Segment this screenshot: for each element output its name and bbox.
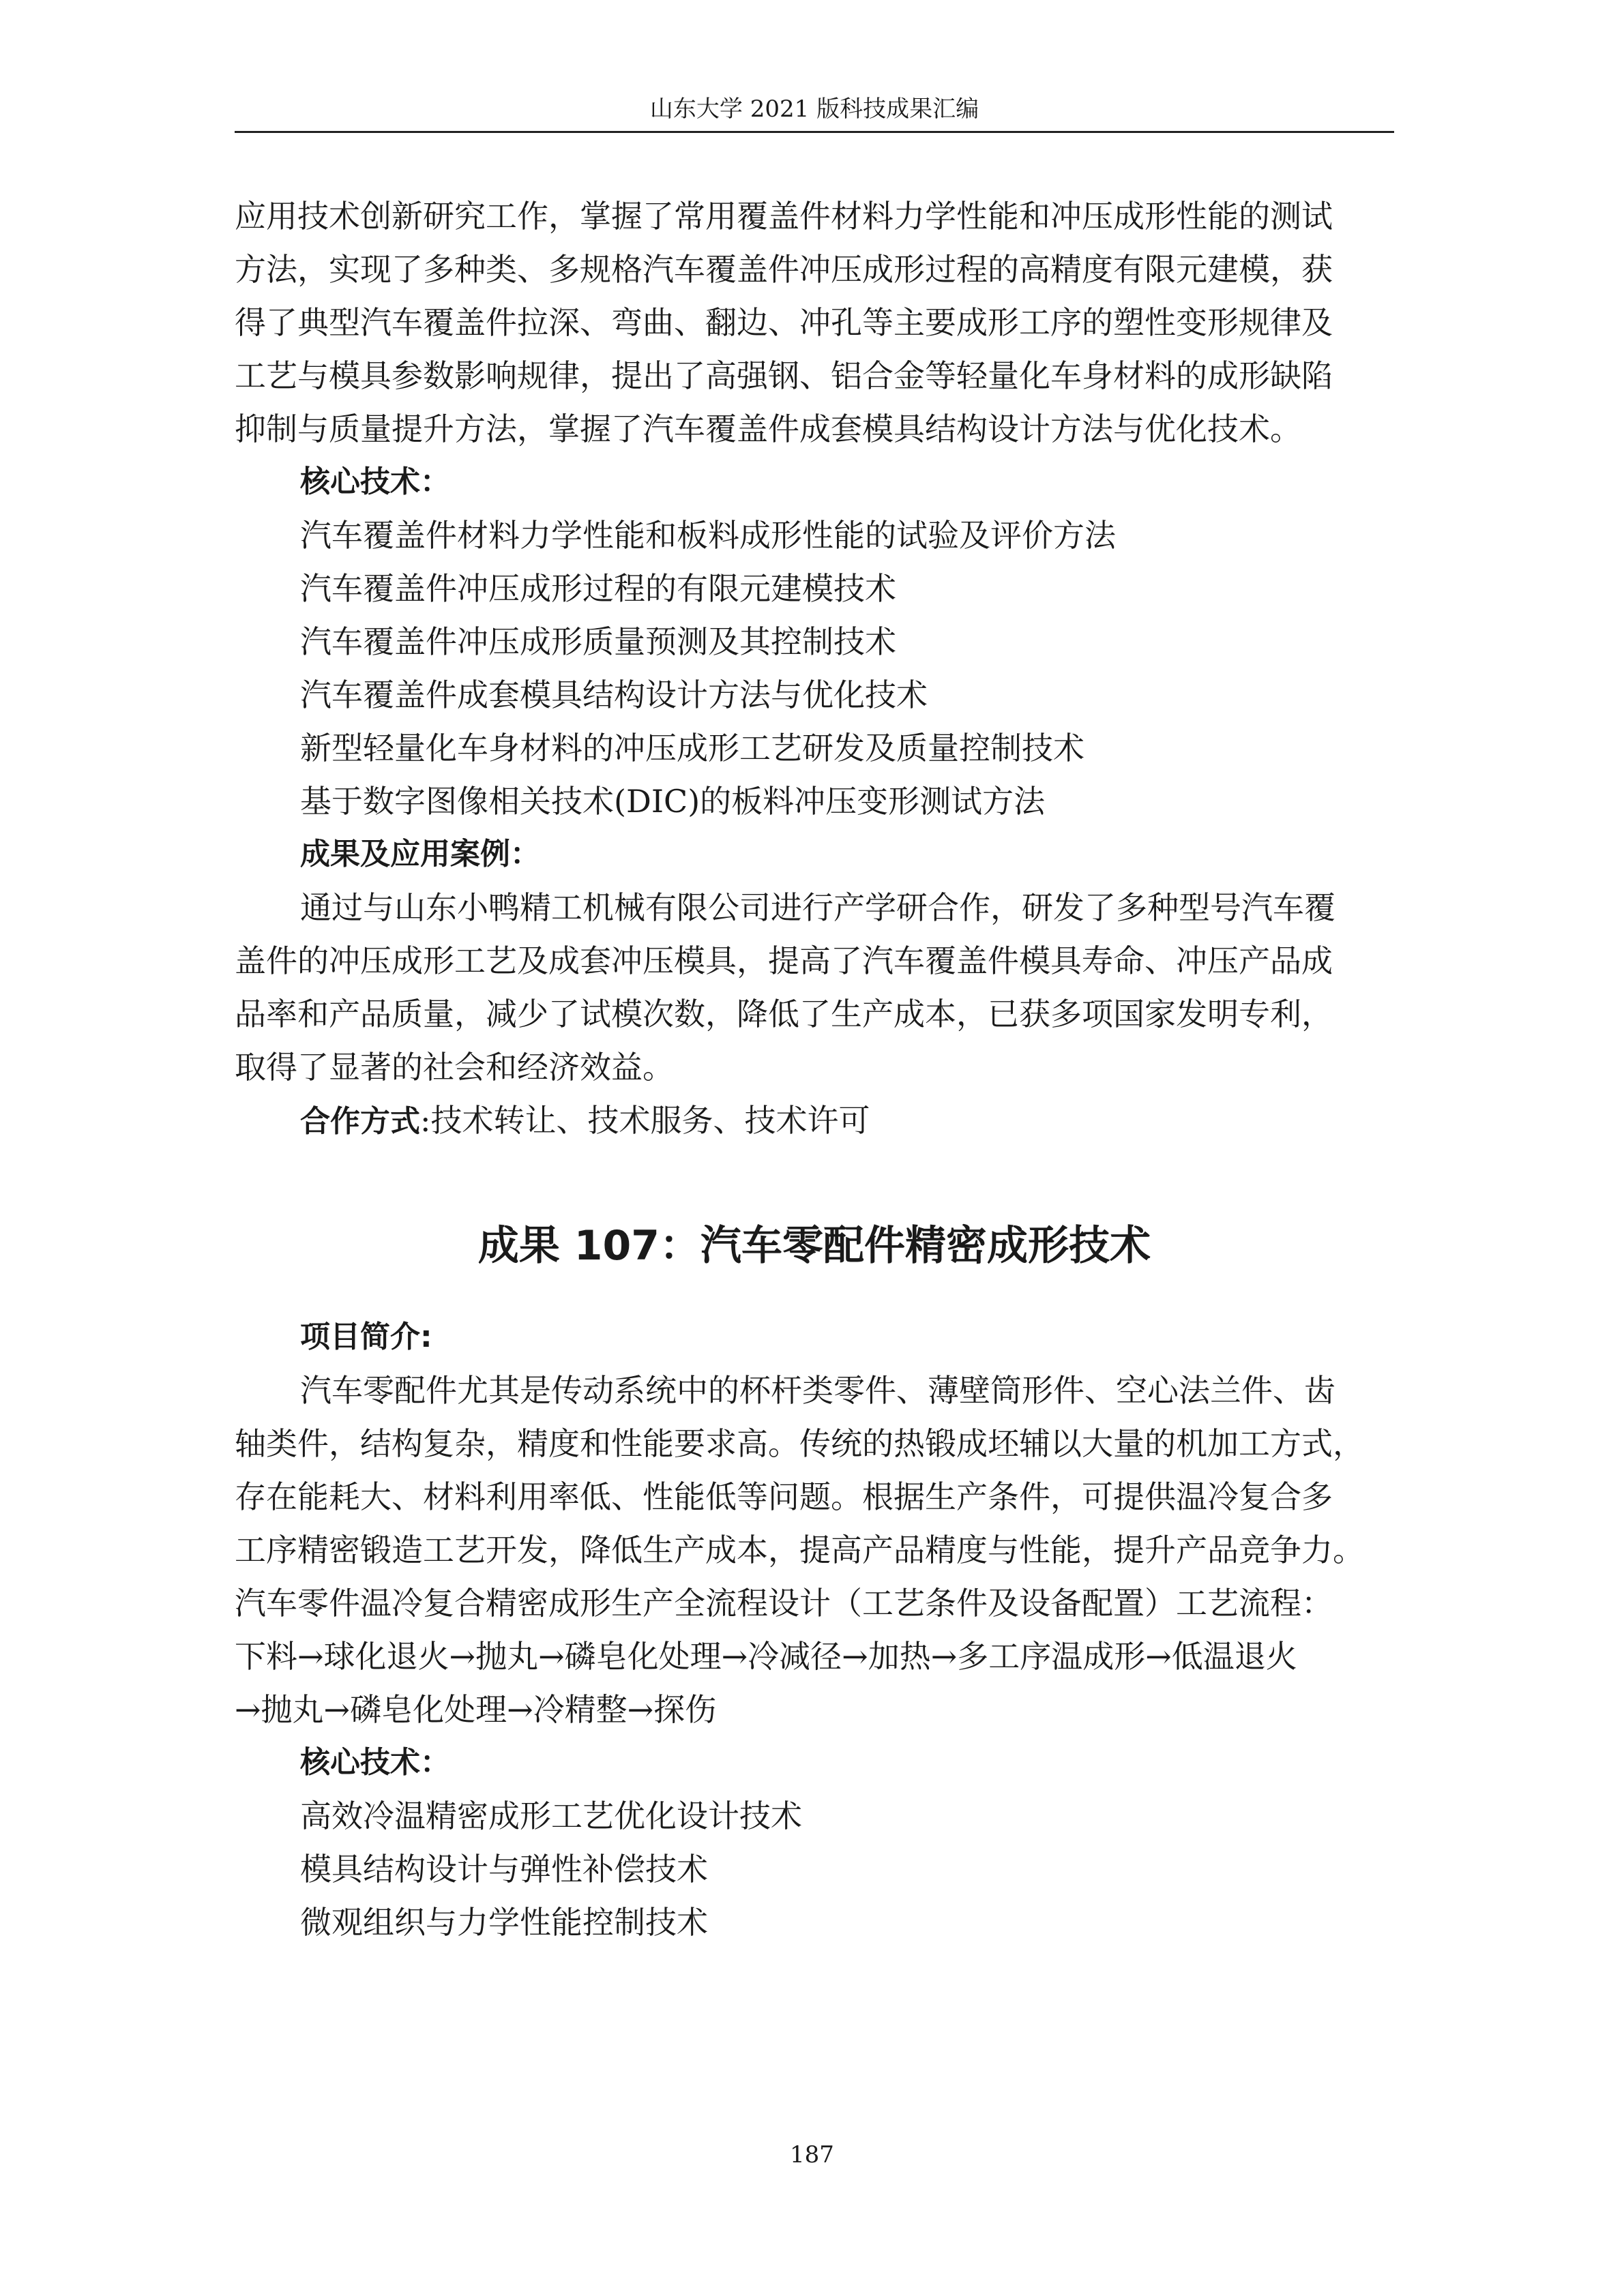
intro-line: 工序精密锻造工艺开发，降低生产成本，提高产品精度与性能，提升产品竞争力。: [235, 1532, 1364, 1568]
intro-line: 工艺与模具参数影响规律，提出了高强钢、铝合金等轻量化车身材料的成形缺陷: [235, 357, 1333, 394]
core-tech-item: 汽车覆盖件成套模具结构设计方法与优化技术: [300, 676, 928, 713]
intro-line: 抑制与质量提升方法，掌握了汽车覆盖件成套模具结构设计方法与优化技术。: [235, 411, 1301, 447]
prev-section-intro: [235, 190, 1394, 456]
core-tech-item: 汽车覆盖件冲压成形过程的有限元建模技术: [300, 570, 896, 607]
intro-line: 得了典型汽车覆盖件拉深、弯曲、翻边、冲孔等主要成形工序的塑性变形规律及: [235, 304, 1333, 341]
core-tech-item: 汽车覆盖件材料力学性能和板料成形性能的试验及评价方法: [300, 517, 1116, 554]
process-flow-line: →抛丸→磷皂化处理→冷精整→探伤: [235, 1691, 717, 1728]
cooperation-value: :技术转让、技术服务、技术许可: [420, 1102, 870, 1139]
project-intro-label: 项目简介:: [300, 1320, 432, 1354]
core-tech-list: [235, 509, 1394, 828]
intro-line: 方法，实现了多种类、多规格汽车覆盖件冲压成形过程的高精度有限元建模，获: [235, 251, 1333, 288]
core-tech-item: 高效冷温精密成形工艺优化设计技术: [300, 1798, 802, 1834]
core-tech-item: 基于数字图像相关技术(DIC)的板料冲压变形测试方法: [300, 783, 1046, 820]
core-tech-item: 新型轻量化车身材料的冲压成形工艺研发及质量控制技术: [300, 730, 1084, 766]
intro-line: 汽车零配件尤其是传动系统中的杯杆类零件、薄壁筒形件、空心法兰件、齿: [300, 1372, 1335, 1409]
case-line: 通过与山东小鸭精工机械有限公司进行产学研合作，研发了多种型号汽车覆: [300, 889, 1335, 926]
header-title: 山东大学 2021 版科技成果汇编: [649, 95, 979, 123]
core-tech-list: [235, 1789, 1394, 1949]
page-content: [235, 190, 1394, 1949]
case-line: 盖件的冲压成形工艺及成套冲压模具，提高了汽车覆盖件模具寿命、冲压产品成: [235, 942, 1333, 979]
core-tech-label: 核心技术：: [300, 464, 450, 499]
application-case-text: [235, 881, 1394, 1094]
process-flow-line: 下料→球化退火→抛丸→磷皂化处理→冷减径→加热→多工序温成形→低温退火: [235, 1638, 1297, 1675]
intro-line: 轴类件，结构复杂，精度和性能要求高。传统的热锻成坯辅以大量的机加工方式，: [235, 1425, 1364, 1462]
cooperation-mode: [235, 1094, 1394, 1148]
intro-line: 存在能耗大、材料利用率低、性能低等问题。根据生产条件，可提供温冷复合多: [235, 1478, 1333, 1515]
core-tech-label: 核心技术：: [300, 1745, 450, 1780]
core-tech-item: 汽车覆盖件冲压成形质量预测及其控制技术: [300, 623, 896, 660]
case-line: 取得了显著的社会和经济效益。: [235, 1049, 674, 1086]
project-intro-text: [235, 1364, 1394, 1736]
section-107-title: 成果 107：汽车零配件精密成形技术: [477, 1222, 1151, 1270]
page-header: [235, 89, 1394, 133]
core-tech-item: 微观组织与力学性能控制技术: [300, 1904, 708, 1941]
cooperation-label: 合作方式: [300, 1104, 420, 1139]
page-number: 187: [790, 2141, 834, 2168]
application-case-label: 成果及应用案例：: [300, 837, 540, 871]
core-tech-item: 模具结构设计与弹性补偿技术: [300, 1851, 708, 1888]
intro-line: 汽车零件温冷复合精密成形生产全流程设计（工艺条件及设备配置）工艺流程：: [235, 1585, 1333, 1622]
case-line: 品率和产品质量，减少了试模次数，降低了生产成本，已获多项国家发明专利，: [235, 996, 1333, 1032]
intro-line: 应用技术创新研究工作，掌握了常用覆盖件材料力学性能和冲压成形性能的测试: [235, 198, 1333, 235]
